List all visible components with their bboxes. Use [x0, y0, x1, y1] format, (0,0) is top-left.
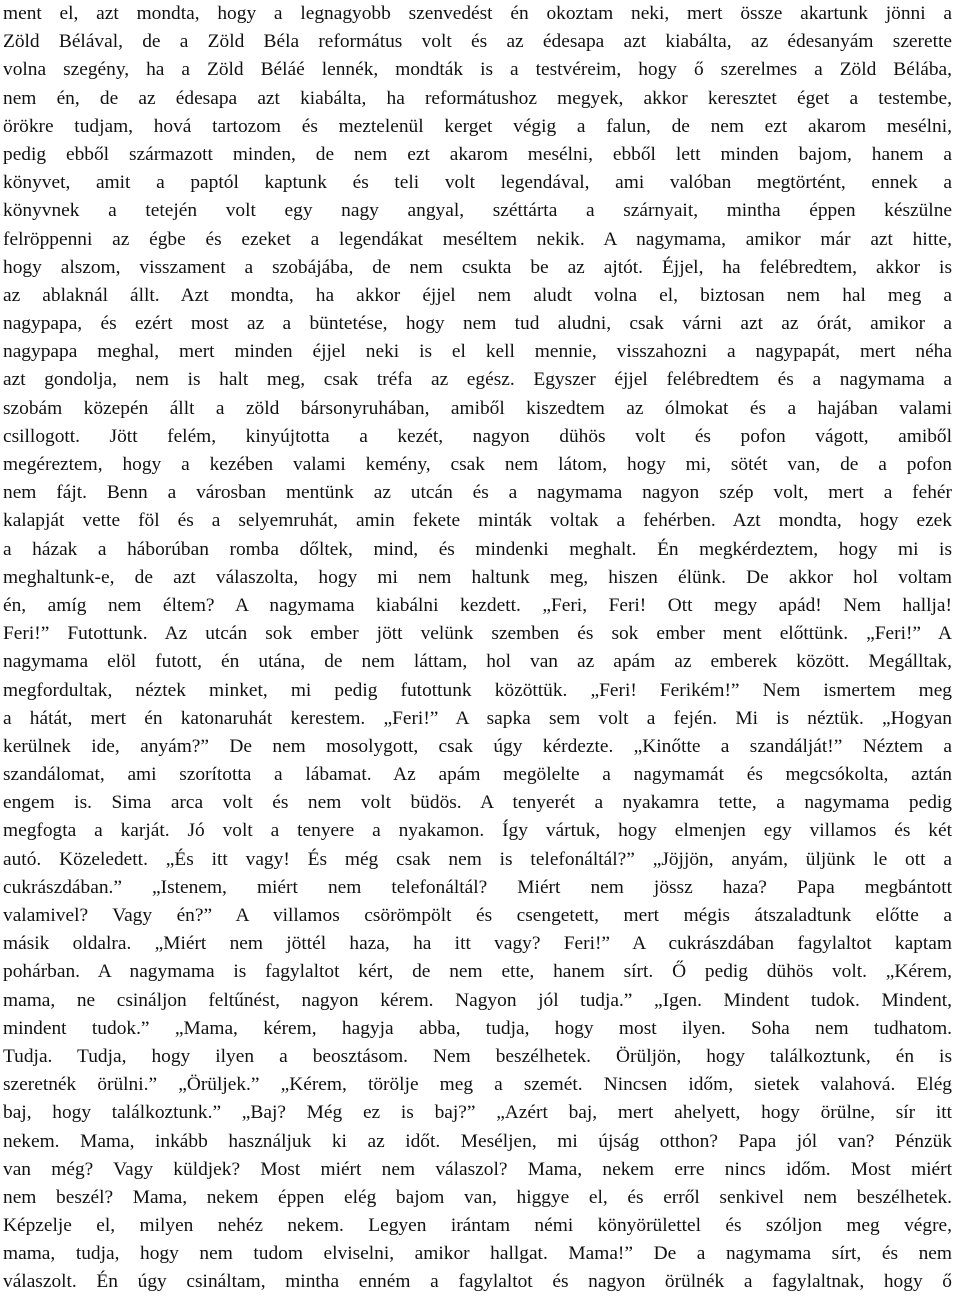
- text-line-23: Feri!” Futottunk. Az utcán sok ember jött velünk szemben és sok ember ment előttünk. „Feri!” A: [3, 623, 952, 645]
- text-line-15: szobám közepén állt a zöld bársonyruhában, amiből kiszedtem az ólmokat és a hajában valami: [3, 397, 952, 419]
- text-line-7: könyvet, amit a paptól kaptunk és teli volt legendával, ami valóban megtörtént, ennek a: [3, 172, 952, 194]
- text-line-10: hogy alszom, visszament a szobájába, de nem csukta be az ajtót. Éjjel, ha felébredtem, akkor is: [3, 256, 952, 278]
- text-line-44: Képzelje el, milyen nehéz nekem. Legyen irántam némi könyörülettel és szóljon meg végre,: [3, 1215, 952, 1237]
- text-line-43: nem beszél? Mama, nekem éppen elég bajom van, higgye el, és erről senkivel nem beszélhetek.: [3, 1186, 952, 1208]
- text-line-38: Tudja. Tudja, hogy ilyen a beosztásom. Nem beszélhetek. Örüljön, hogy találkoztunk, én is: [3, 1045, 952, 1067]
- text-line-11: az ablaknál állt. Azt mondta, ha akkor éjjel nem aludt volna el, biztosan nem hal meg a: [3, 284, 952, 306]
- text-line-20: a házak a háborúban romba dőltek, mind, és mindenki meghalt. Én megkérdeztem, hogy mi is: [3, 538, 952, 560]
- text-line-32: cukrászdában.” „Istenem, miért nem telefonáltál? Miért nem jössz haza? Papa megbántott: [3, 876, 952, 898]
- text-line-27: kerülnek ide, anyám?” De nem mosolygott, csak úgy kérdezte. „Kinőtte a szandálját!” Néztem a: [3, 735, 952, 757]
- text-line-9: felröppenni az égbe és ezeket a legendákat meséltem nekik. A nagymama, amikor már azt hitte,: [3, 228, 952, 250]
- text-line-12: nagypapa, és ezért most az a büntetése, hogy nem tud aludni, csak várni azt az órát, amikor a: [3, 313, 952, 335]
- text-line-21: meghaltunk-e, de azt válaszolta, hogy mi nem haltunk meg, hiszen élünk. De akkor hol voltam: [3, 566, 952, 588]
- text-line-16: csillogott. Jött felém, kinyújtotta a kezét, nagyon dühös volt és pofon vágott, amiből: [3, 425, 952, 447]
- text-line-29: engem is. Sima arca volt és nem volt büdös. A tenyerét a nyakamra tette, a nagymama pedig: [3, 792, 952, 814]
- text-line-40: baj, hogy találkoztunk.” „Baj? Még ez is baj?” „Azért baj, mert ahelyett, hogy örülne, sír itt: [3, 1102, 952, 1124]
- text-line-22: én, amíg nem éltem? A nagymama kiabálni kezdett. „Feri, Feri! Ott megy apád! Nem hallja!: [3, 594, 952, 616]
- text-line-18: nem fájt. Benn a városban mentünk az utcán és a nagymama nagyon szép volt, mert a fehér: [3, 482, 952, 504]
- text-line-5: örökre tudjam, hová tartozom és meztelenül kerget végig a falun, de nem ezt akarom mesélni,: [3, 115, 952, 137]
- text-line-33: valamivel? Vagy én?” A villamos csörömpölt és csengetett, mert mégis átszaladtunk előtte a: [3, 905, 952, 926]
- text-line-8: könyvnek a tetején volt egy nagy angyal, széttárta a szárnyait, mintha éppen készülne: [3, 200, 952, 222]
- text-line-41: nekem. Mama, inkább használjuk ki az időt. Meséljen, mi újság otthon? Papa jól van? Pénzük: [3, 1130, 952, 1152]
- text-line-30: megfogta a karját. Jó volt a tenyere a nyakamon. Így vártuk, hogy elmenjen egy villamos és két: [3, 820, 952, 842]
- text-line-35: pohárban. A nagymama is fagylaltot kért, de nem ette, hanem sírt. Ő pedig dühös volt. „Kérem,: [3, 961, 952, 983]
- text-line-4: nem én, de az édesapa azt kiabálta, ha reformátushoz megyek, akkor keresztet éget a testembe,: [3, 87, 952, 109]
- text-line-19: kalapját vette föl és a selyemruhát, amin fekete minták voltak a fehérben. Azt mondta, hogy ezek: [3, 510, 952, 532]
- text-line-24: nagymama elöl futott, én utána, de nem láttam, hol van az apám az emberek között. Megálltak,: [3, 651, 952, 673]
- text-line-45: mama, tudja, hogy nem tudom elviselni, amikor hallgat. Mama!” De a nagymama sírt, és nem: [3, 1243, 952, 1265]
- text-line-26: a hátát, mert én katonaruhát kerestem. „Feri!” A sapka sem volt a fején. Mi is néztük. „Hogyan: [3, 707, 952, 729]
- text-line-37: mindent tudok.” „Mama, kérem, hagyja abba, tudja, hogy most ilyen. Soha nem tudhatom.: [3, 1017, 952, 1039]
- text-line-6: pedig ebből származott minden, de nem ezt akarom mesélni, ebből lett minden bajom, hanem a: [3, 143, 952, 165]
- text-line-42: van még? Vagy küldjek? Most miért nem válaszol? Mama, nekem erre nincs időm. Most miért: [3, 1158, 952, 1180]
- text-line-46: válaszolt. Én úgy csináltam, mintha enném a fagylaltot és nagyon örülnék a fagylaltnak, hogy ő: [3, 1271, 952, 1293]
- text-line-25: megfordultak, néztek minket, mi pedig futottunk közöttük. „Feri! Ferikém!” Nem ismertem meg: [3, 679, 952, 701]
- text-line-28: szandálomat, ami szorította a lábamat. Az apám megölelte a nagymamát és megcsókolta, aztán: [3, 764, 952, 786]
- body-text: [3, 0, 952, 1297]
- text-line-34: másik oldalra. „Miért nem jöttél haza, ha itt vagy? Feri!” A cukrászdában fagylaltot kaptam: [3, 933, 952, 955]
- text-line-17: megéreztem, hogy a kezében valami kemény, csak nem látom, hogy mi, sötét van, de a pofon: [3, 454, 952, 475]
- text-line-13: nagypapa meghal, mert minden éjjel neki is el kell mennie, visszahozni a nagypapát, mert néha: [3, 341, 952, 363]
- text-line-2: Zöld Bélával, de a Zöld Béla református volt és az édesapa azt kiabálta, az édesanyám szerette: [3, 31, 952, 53]
- text-line-3: volna szegény, ha a Zöld Béláé lennék, mondták is a testvéreim, hogy ő szerelmes a Zöld Bélába,: [3, 59, 952, 81]
- text-line-1: ment el, azt mondta, hogy a legnagyobb szenvedést én okoztam neki, mert össze akartunk jönni a: [3, 3, 952, 24]
- text-line-39: szeretnék örülni.” „Örüljek.” „Kérem, törölje meg a szemét. Nincsen időm, sietek valahová. Elég: [3, 1074, 952, 1096]
- text-line-14: azt gondolja, nem is halt meg, csak tréfa az egész. Egyszer éjjel felébredtem és a nagymama a: [3, 369, 952, 391]
- text-line-31: autó. Közeledett. „És itt vagy! És még csak nem is telefonáltál?” „Jöjjön, anyám, üljünk le ott a: [3, 848, 952, 870]
- text-line-36: mama, ne csináljon feltűnést, nagyon kérem. Nagyon jól tudja.” „Igen. Mindent tudok. Mindent,: [3, 989, 952, 1011]
